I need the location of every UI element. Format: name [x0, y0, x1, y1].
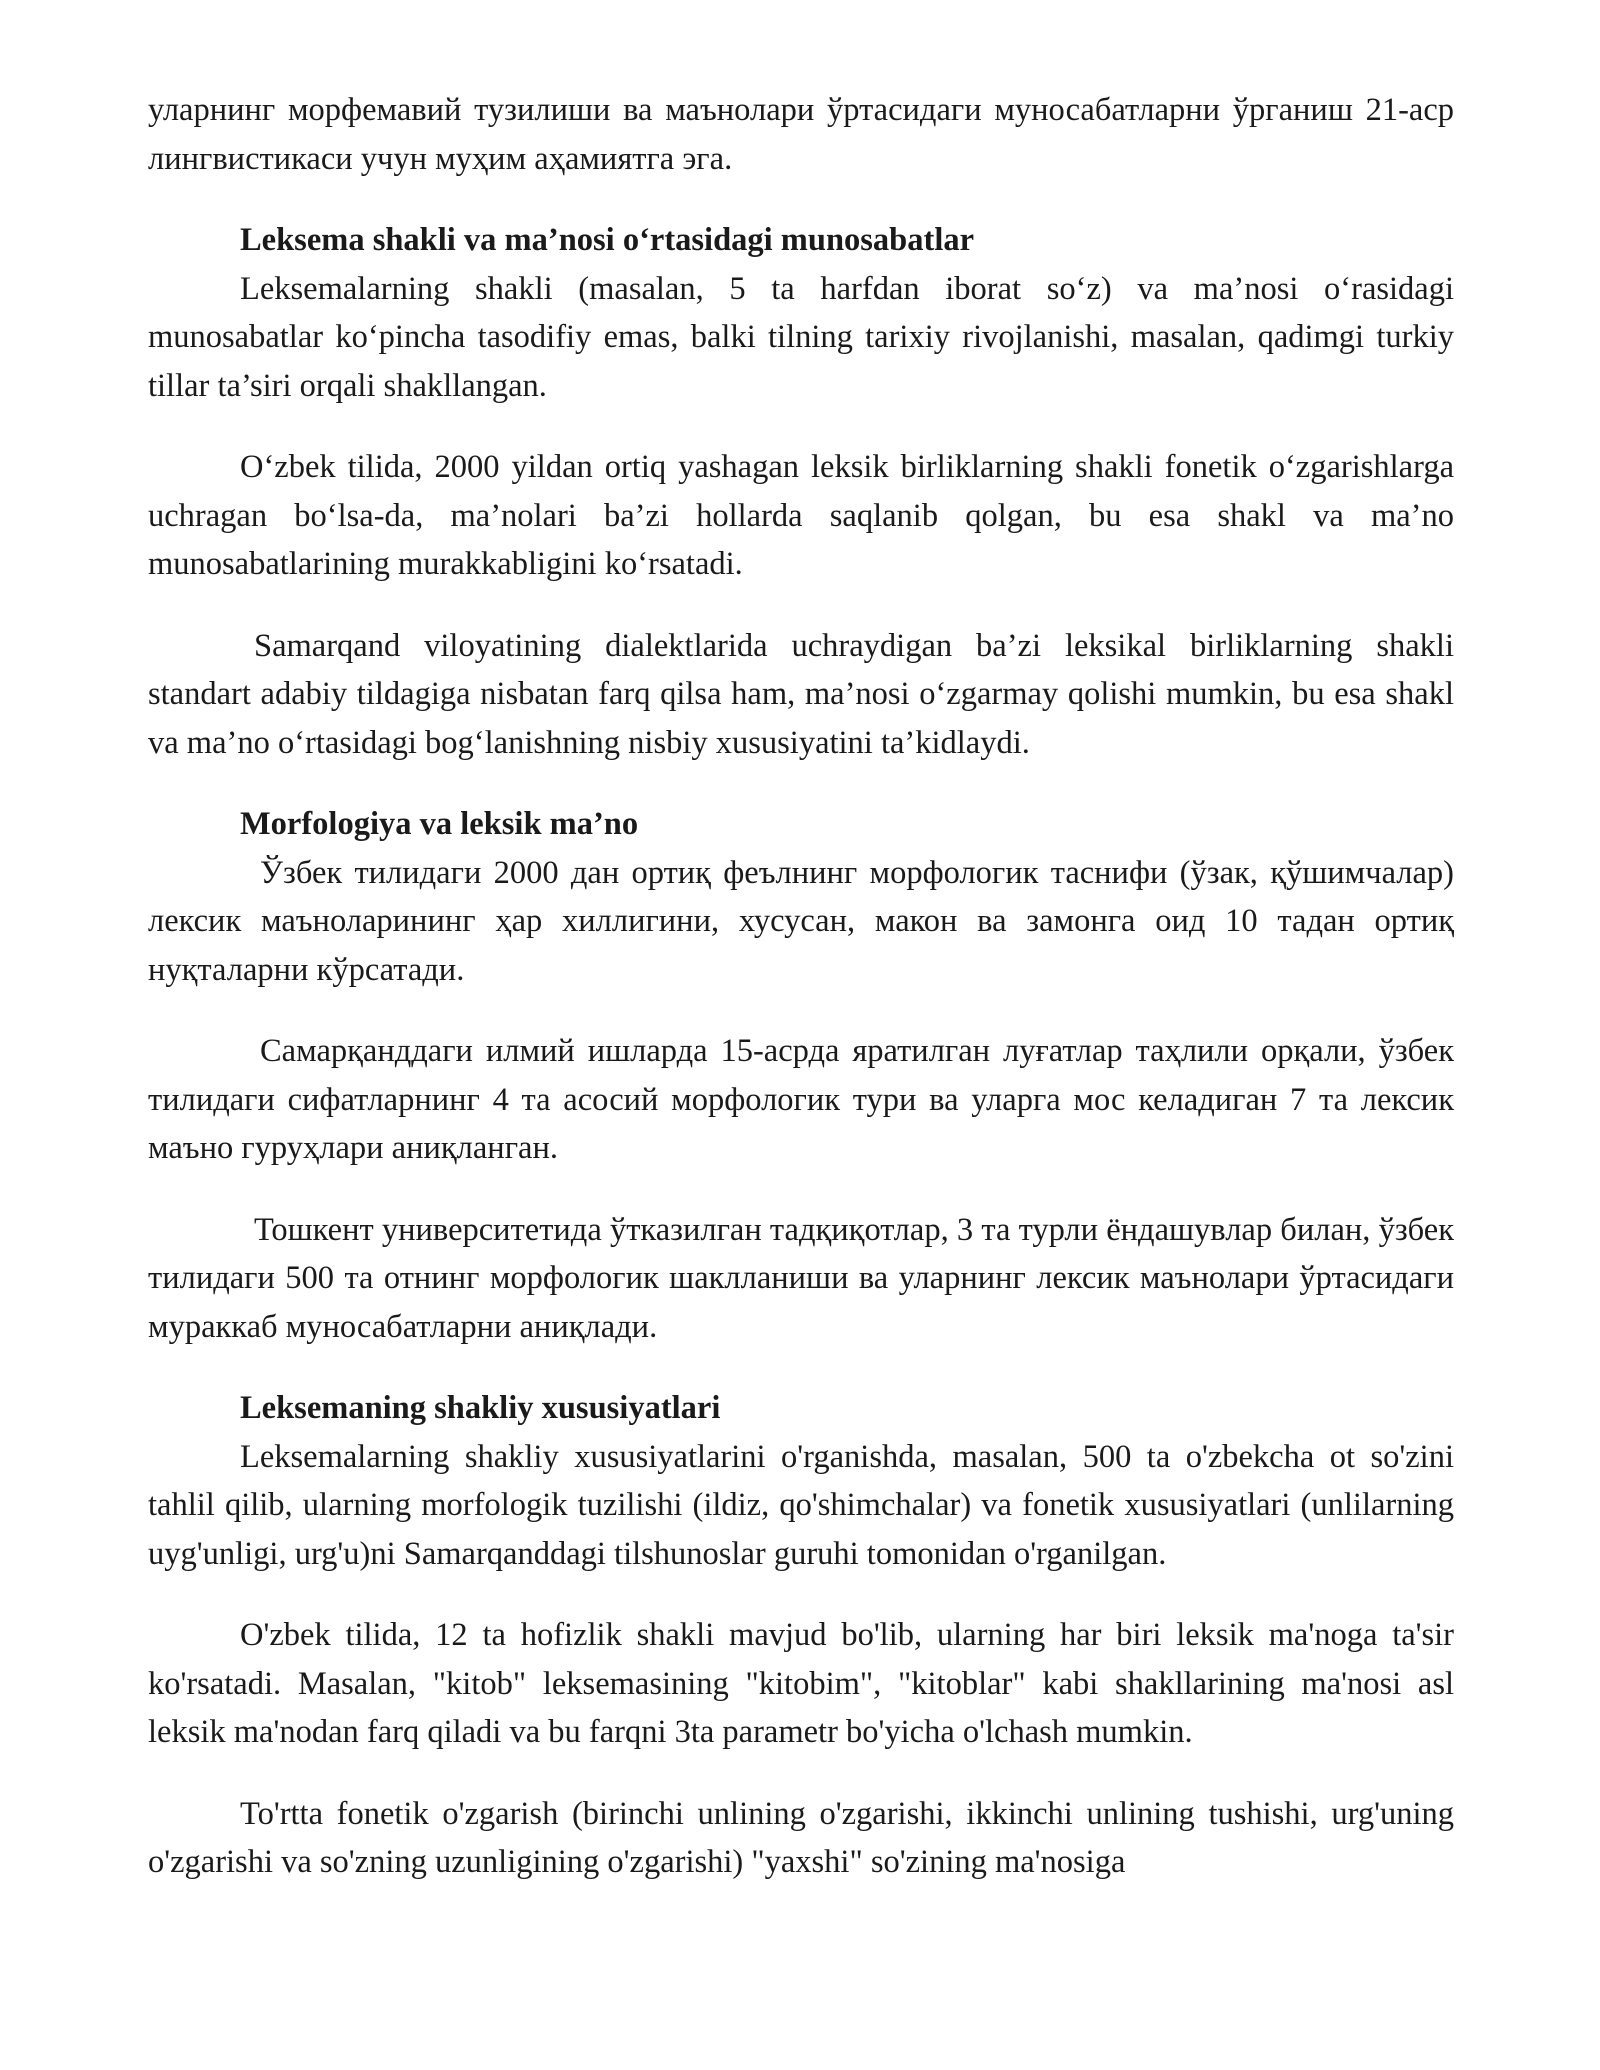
section-morphology: [148, 800, 1454, 994]
paragraph: O'zbek tilida, 12 ta hofizlik shakli mavjud bo'lib, ularning har biri leksik ma'noga ta'sir ko'rsatadi. Masalan, "kitob" leksemasining "kitobim", "kitoblar" kabi shakllarining ma'nosi asl leksik ma'nodan farq qiladi va bu farqni 3ta parametr bo'yicha o'lchash mumkin.: [148, 1617, 1454, 1750]
paragraph: Ўзбек тилидаги 2000 дан ортиқ феълнинг морфологик таснифи (ўзак, қўшимчалар) лексик маъноларининг ҳар хиллигини, хусусан, макон ва замонга оид 10 тадан ортиқ нуқталарни кўрсатади.: [148, 854, 1454, 988]
paragraph: Тошкент университетида ўтказилган тадқиқотлар, 3 та турли ёндашувлар билан, ўзбек тилидаги 500 та отнинг морфологик шаклланиши ва уларнинг лексик маънолари ўртасидаги мураккаб муносабатларни аниқлади.: [148, 1211, 1454, 1345]
paragraph: To'rtta fonetik o'zgarish (birinchi unlining o'zgarishi, ikkinchi unlining tushishi, urg'uning o'zgarishi va so'zning uzunligining o'zgarishi) "yaxshi" so'zining ma'nosiga: [148, 1795, 1454, 1880]
section-heading: Leksemaning shakliy xususiyatlari: [240, 1390, 721, 1426]
section-heading: Morfologiya va leksik ma’no: [240, 806, 639, 842]
paragraph: Leksemalarning shakli (masalan, 5 ta harfdan iborat soʻz) va ma’nosi oʻrasidagi munosabatlar koʻpincha tasodifiy emas, balki tilning tarixiy rivojlanishi, masalan, qadimgi turkiy tillar ta’siri orqali shakllangan.: [148, 270, 1454, 404]
document-page: [148, 86, 1454, 1920]
paragraph: Oʻzbek tilida, 2000 yildan ortiq yashagan leksik birliklarning shakli fonetik oʻzgarishlarga uchragan boʻlsa-da, ma’nolari ba’zi hollarda saqlanib qolgan, bu esa shakl va ma’no munosabatlarining murakkabligini koʻrsatadi.: [148, 449, 1454, 582]
paragraph: Samarqand viloyatining dialektlarida uchraydigan ba’zi leksikal birliklarning shakli standart adabiy tildagiga nisbatan farq qilsa ham, ma’nosi oʻzgarmay qolishi mumkin, bu esa shakl va ma’no oʻrtasidagi bogʻlanishning nisbiy xususiyatini ta’kidlaydi.: [148, 627, 1454, 761]
paragraph: Leksemalarning shakliy xususiyatlarini o'rganishda, masalan, 500 ta o'zbekcha ot so'zini tahlil qilib, ularning morfologik tuzilishi (ildiz, qo'shimchalar) va fonetik xususiyatlari (unlilarning uyg'unligi, urg'u)ni Samarqanddagi tilshunoslar guruhi tomonidan o'rganilgan.: [148, 1438, 1454, 1572]
section-formal-features: [148, 1384, 1454, 1578]
intro-paragraph: уларнинг морфемавий тузилиши ва маънолари ўртасидаги муносабатларни ўрганиш 21-аср лингвистикаси учун муҳим аҳамиятга эга.: [148, 92, 1454, 177]
section-form-meaning: [148, 216, 1454, 410]
section-heading: Leksema shakli va ma’nosi oʻrtasidagi munosabatlar: [240, 222, 975, 258]
paragraph: Самарқанддаги илмий ишларда 15-асрда яратилган луғатлар таҳлили орқали, ўзбек тилидаги сифатларнинг 4 та асосий морфологик тури ва уларга мос келадиган 7 та лексик маъно гуруҳлари аниқланган.: [148, 1033, 1454, 1166]
